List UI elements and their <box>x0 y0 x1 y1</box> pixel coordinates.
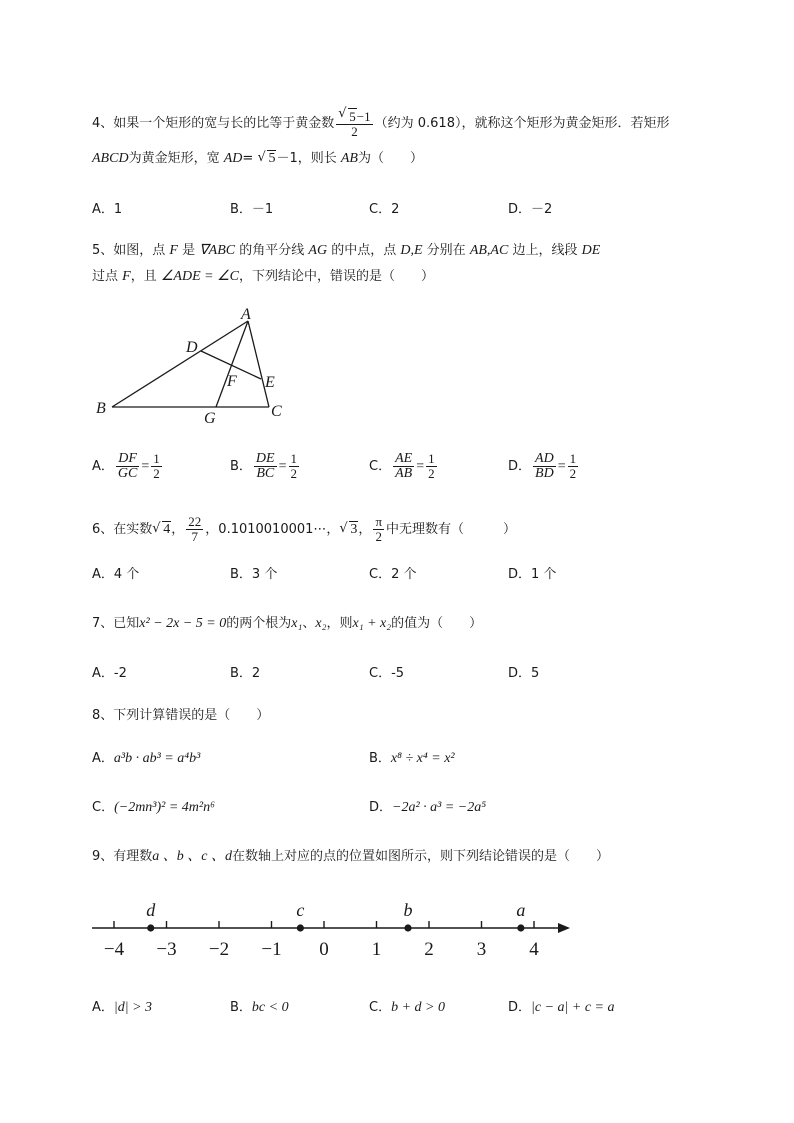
point-d <box>147 924 154 931</box>
q8-option-b[interactable]: B．x⁸ ÷ x⁴ = x² <box>369 751 455 766</box>
q4-option-d[interactable]: D．－2 <box>508 202 553 217</box>
q9-option-a[interactable]: A．|d| > 3 <box>92 1000 153 1015</box>
tick-label: 3 <box>476 939 487 960</box>
q4-line2: ABCD为黄金矩形，宽 AD= √ 5－1，则长 AB为（ ） <box>92 150 423 168</box>
point-label-a: a <box>516 900 526 920</box>
point-a <box>517 924 524 931</box>
q5-option-a[interactable]: A． $\frac{DF}{GC}$ = $\frac{1}{2}$ <box>92 451 160 481</box>
axis-arrow-icon <box>558 923 570 933</box>
q6-option-c[interactable]: C．2 个 <box>369 567 417 582</box>
q5-option-d[interactable]: D． $\frac{AD}{BD}$ = $\frac{1}{2}$ <box>508 451 577 481</box>
q4-option-c[interactable]: C．2 <box>369 202 400 217</box>
q8-title: 8、下列计算错误的是（ ） <box>92 708 270 723</box>
q9-option-c[interactable]: C．b + d > 0 <box>369 1000 445 1015</box>
q7-option-d[interactable]: D．5 <box>508 666 540 681</box>
tick-label: −2 <box>208 939 230 960</box>
q6-option-b[interactable]: B．3 个 <box>230 567 278 582</box>
point-c <box>297 924 304 931</box>
q7-line: 7、已知x² − 2x − 5 = 0的两个根为x₁、x₂，则x₁ + x₂的值为（ ） <box>92 616 483 631</box>
q9-line: 9、有理数a 、b 、c 、d在数轴上对应的点的位置如图所示，则下列结论错误的是（ ） <box>92 849 610 864</box>
label-b: B <box>96 400 106 417</box>
q7-option-b[interactable]: B．2 <box>230 666 261 681</box>
q8-option-d[interactable]: D．−2a² · a³ = −2a⁵ <box>369 800 487 815</box>
label-g: G <box>204 410 216 427</box>
tick-label: −4 <box>103 939 125 960</box>
tick-label: 2 <box>424 939 434 960</box>
point-label-d: d <box>146 900 156 920</box>
q5-option-b[interactable]: B． $\frac{DE}{BC}$ = $\frac{1}{2}$ <box>230 451 297 481</box>
label-d: D <box>186 339 198 356</box>
point-label-c: c <box>296 900 305 920</box>
triangle-figure <box>90 305 300 430</box>
segment-ac <box>248 321 269 407</box>
tick-label: −3 <box>156 939 177 960</box>
label-a: A <box>241 306 251 323</box>
label-c: C <box>271 403 282 420</box>
golden-fraction: √ $\frac{5-1}{2}$ <box>336 108 372 139</box>
q7-option-c[interactable]: C．-5 <box>369 666 405 681</box>
q5-option-c[interactable]: C． $\frac{AE}{AB}$ = $\frac{1}{2}$ <box>369 451 435 481</box>
q4-option-b[interactable]: B．－1 <box>230 202 274 217</box>
q9-option-b[interactable]: B．bc < 0 <box>230 1000 289 1015</box>
q5-line2: 过点 F，且 ∠ADE = ∠C，下列结论中，错误的是（ ） <box>92 269 434 284</box>
q8-option-a[interactable]: A．a³b · ab³ = a⁴b³ <box>92 751 201 766</box>
tick-label: 4 <box>529 939 539 960</box>
q4-line1: 4、如果一个矩形的宽与长的比等于黄金数 √ $\frac{5-1}{2}$ （约为 0.618），就称这个矩形为黄金矩形．若矩形 <box>92 108 669 139</box>
tick-label: −1 <box>261 939 282 960</box>
q7-option-a[interactable]: A．-2 <box>92 666 127 681</box>
segment-ag <box>216 321 248 407</box>
q9-option-d[interactable]: D．|c − a| + c = a <box>508 1000 615 1015</box>
label-f: F <box>227 373 237 390</box>
q6-line: 6、在实数√ 4， $\frac{22}{7}$ ，0.1010010001⋯，√ 3， $\frac{\pi}{2}$ 中无理数有（ ） <box>92 515 516 544</box>
number-line <box>88 893 578 965</box>
q5-line1: 5、如图，点 F 是 ∇ABC 的角平分线 AG 的中点，点 D,E 分别在 AB,AC 边上，线段 DE <box>92 243 601 258</box>
q4-option-a[interactable]: A．1 <box>92 202 123 217</box>
tick-label: 0 <box>319 939 329 960</box>
point-label-b: b <box>403 900 413 920</box>
label-e: E <box>265 374 275 391</box>
q8-option-c[interactable]: C．(−2mn³)² = 4m²n⁶ <box>92 800 215 815</box>
tick-label: 1 <box>371 939 382 960</box>
q6-option-d[interactable]: D．1 个 <box>508 567 557 582</box>
point-b <box>404 924 411 931</box>
q6-option-a[interactable]: A．4 个 <box>92 567 140 582</box>
